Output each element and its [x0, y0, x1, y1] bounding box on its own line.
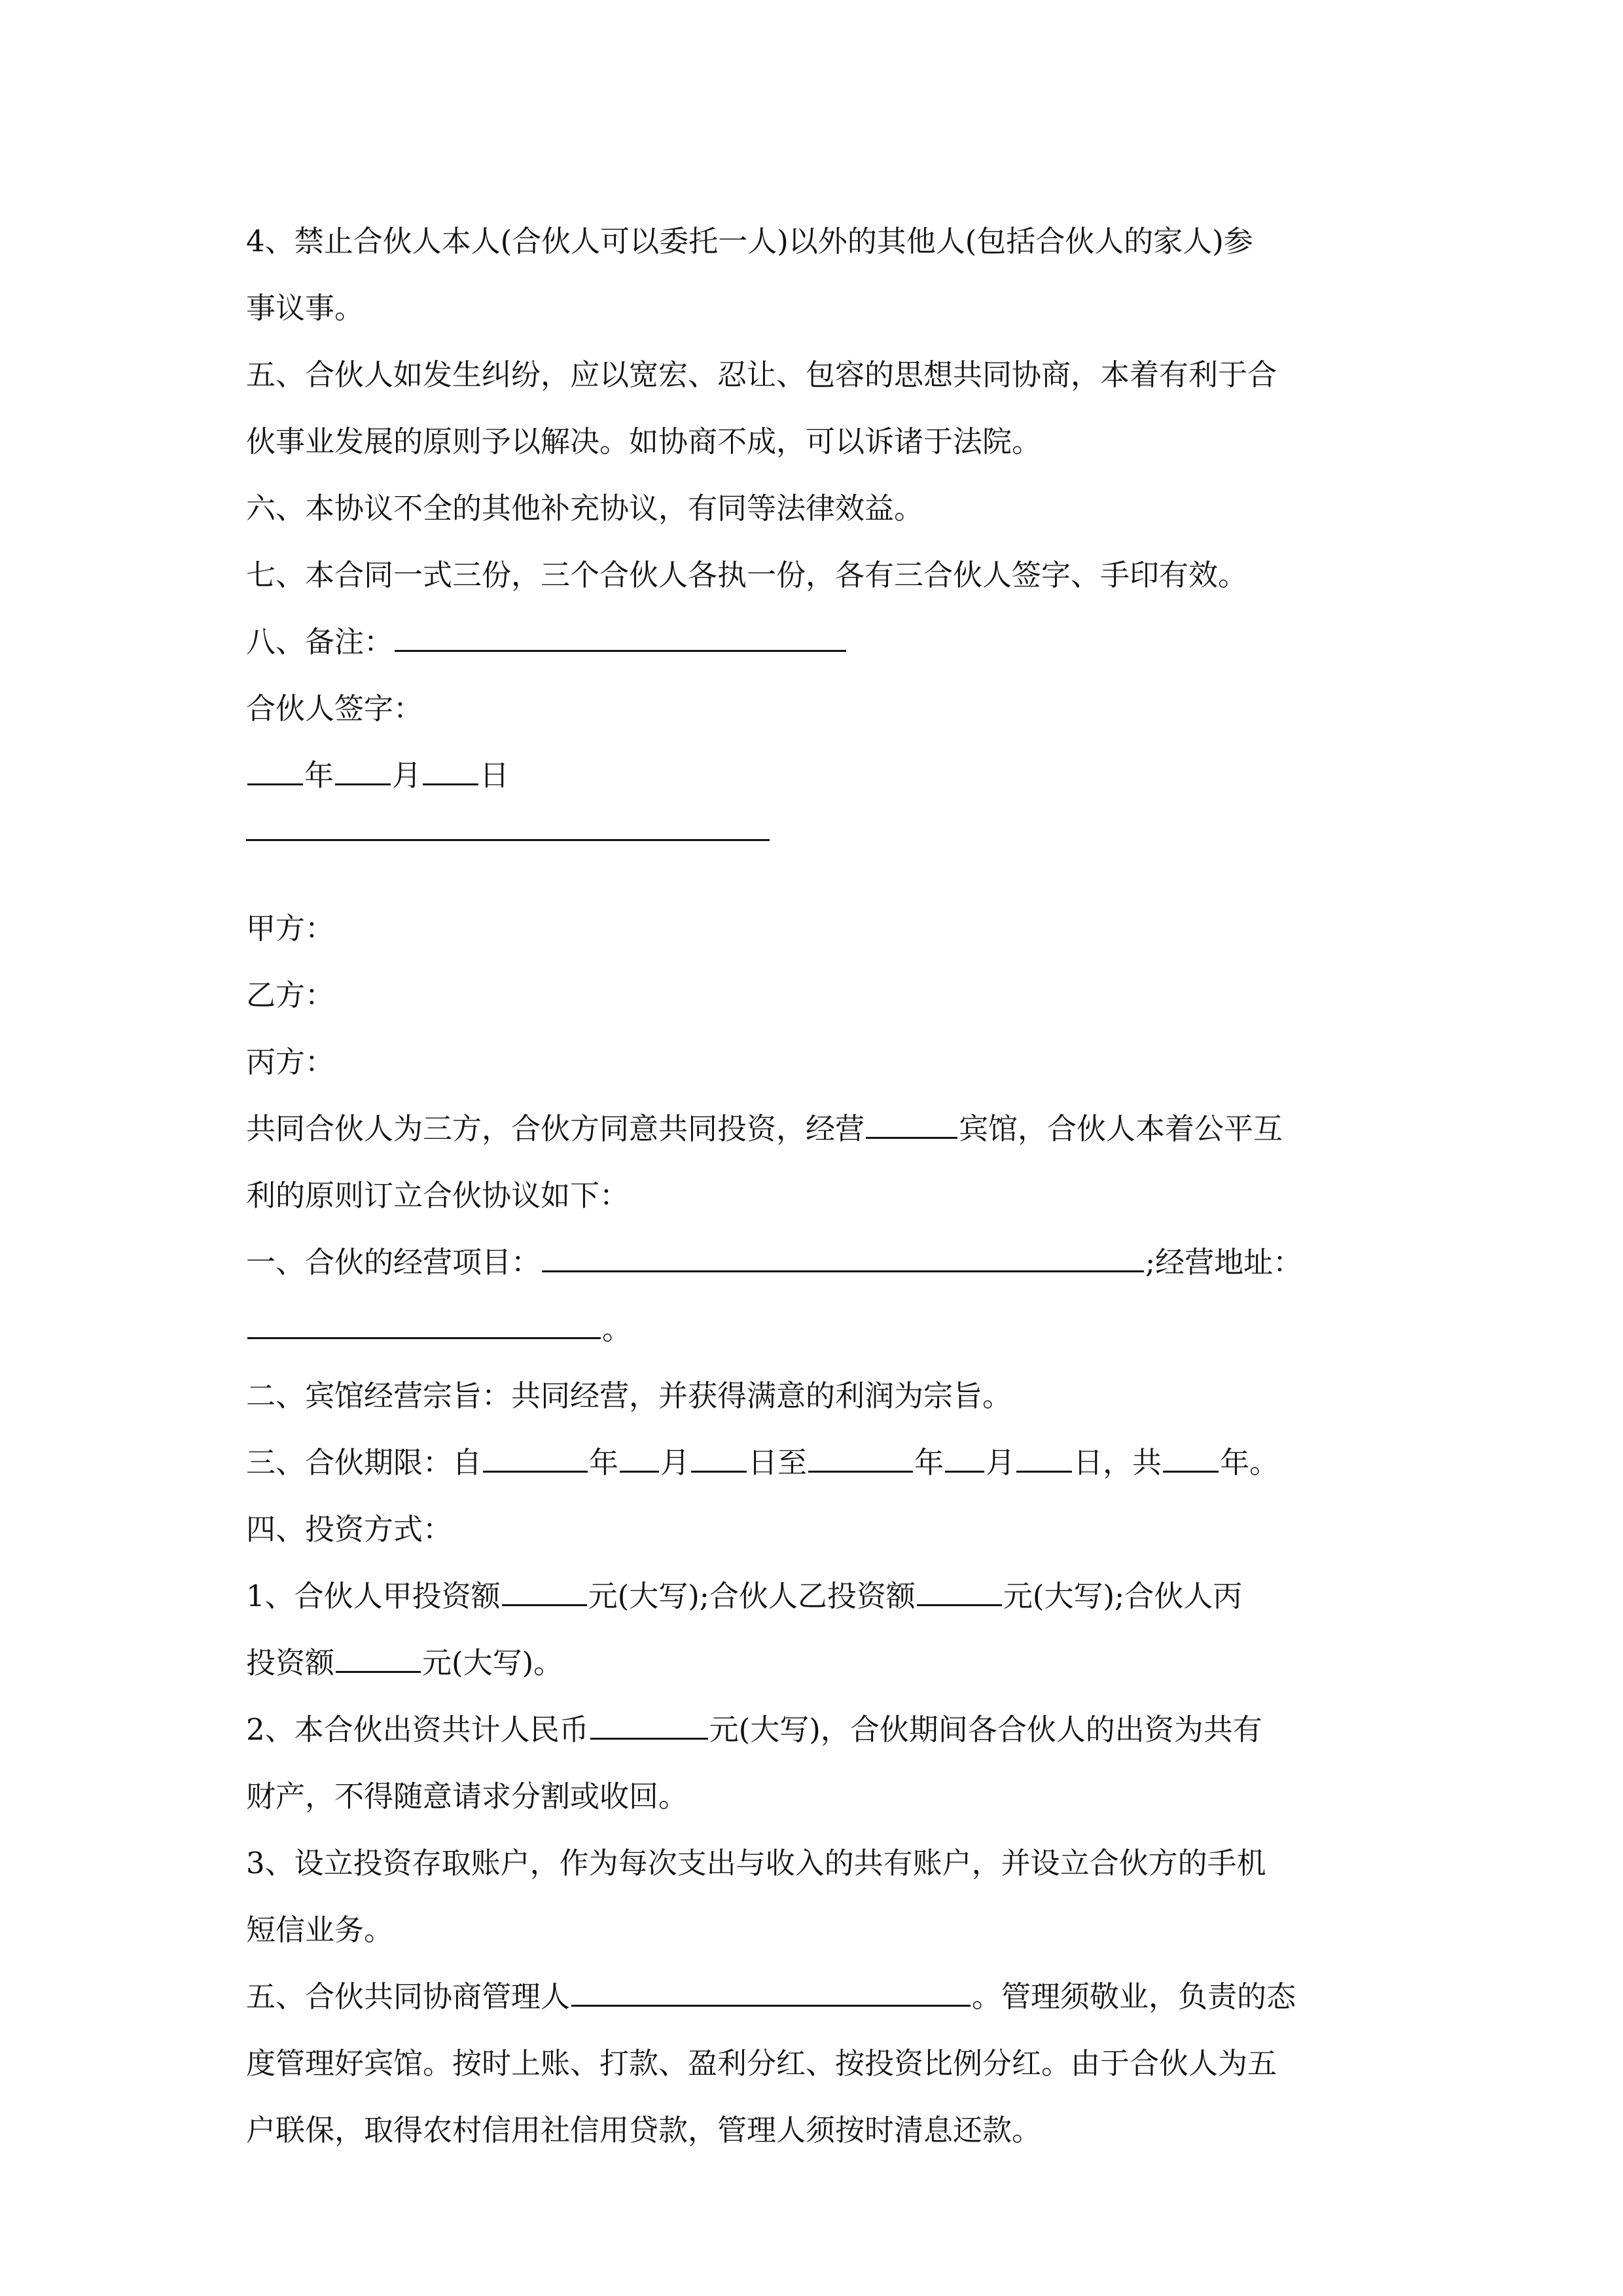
text-line: 4、禁止合伙人本人(合伙人可以委托一人)以外的其他人(包括合伙人的家人)参 — [246, 224, 1253, 259]
text-segment: 五、合伙共同协商管理人 — [246, 1979, 571, 2014]
party-a-label: 甲方： — [246, 911, 335, 946]
signature-label: 合伙人签字： — [246, 691, 423, 726]
business-address-label: ;经营地址： — [1145, 1245, 1303, 1280]
term-start-year-blank[interactable] — [483, 1444, 588, 1473]
year-blank[interactable] — [247, 757, 303, 785]
address-line — [246, 1296, 1418, 1363]
text-segment: 2、本合伙出资共计人民币 — [246, 1712, 589, 1747]
text-line: 伙事业发展的原则予以解决。如协商不成，可以诉诸于法院。 — [246, 424, 1042, 459]
term-day-label: 日至 — [748, 1445, 808, 1480]
text-segment: 投资额 — [246, 1645, 335, 1680]
party-c-label: 丙方： — [246, 1045, 335, 1079]
business-address-blank[interactable] — [247, 1311, 601, 1339]
text-segment: 共同合伙人为三方，合伙方同意共同投资，经营 — [246, 1111, 865, 1146]
party-b-label: 乙方： — [246, 978, 335, 1013]
text-segment: 宾馆，合伙人本着公平互 — [959, 1111, 1283, 1146]
text-line: 七、本合同一式三份，三个合伙人各执一份，各有三合伙人签字、手印有效。 — [246, 558, 1248, 592]
term-year-label: 年 — [589, 1445, 619, 1480]
text-line: 利的原则订立合伙协议如下： — [246, 1178, 630, 1213]
business-line — [246, 1229, 1418, 1296]
term-end-year-blank[interactable] — [808, 1444, 913, 1473]
text-segment: 元(大写);合伙人丙 — [1003, 1579, 1243, 1613]
term-years-blank[interactable] — [1163, 1444, 1219, 1473]
term-end-day-blank[interactable] — [1016, 1444, 1072, 1473]
text-segment: 。管理须敬业，负责的态 — [972, 1979, 1296, 2014]
total-amount-blank[interactable] — [590, 1712, 708, 1740]
text-line: 户联保，取得农村信用社信用贷款，管理人须按时清息还款。 — [246, 2113, 1042, 2147]
text-line: 五、合伙人如发生纠纷，应以宽宏、忍让、包容的思想共同协商，本着有利于合 — [246, 357, 1277, 392]
term-line — [246, 1429, 1418, 1496]
separator — [246, 809, 1418, 876]
manager-name-blank[interactable] — [571, 1979, 971, 2007]
document-page — [246, 208, 1418, 2164]
day-blank[interactable] — [423, 757, 478, 785]
total-investment-line — [246, 1696, 1418, 1763]
text-segment: 元(大写);合伙人乙投资额 — [588, 1579, 916, 1613]
term-year-label: 年 — [914, 1445, 944, 1480]
section4-title: 四、投资方式： — [246, 1512, 453, 1547]
text-segment: 元(大写)，合伙期间各合伙人的出资为共有 — [709, 1712, 1262, 1747]
text-segment: 1、合伙人甲投资额 — [246, 1579, 501, 1613]
text-line: 事议事。 — [246, 291, 365, 325]
text-line: 六、本协议不全的其他补充协议，有同等法律效益。 — [246, 491, 924, 526]
year-label: 年 — [304, 758, 334, 793]
business-project-blank[interactable] — [542, 1244, 1144, 1272]
investment-line — [246, 1630, 1418, 1696]
term-start-day-blank[interactable] — [691, 1444, 747, 1473]
text-segment: 。 — [602, 1312, 632, 1346]
hotel-name-blank[interactable] — [866, 1111, 957, 1139]
term-start-month-blank[interactable] — [620, 1444, 659, 1473]
month-label: 月 — [392, 758, 422, 793]
term-label: 三、合伙期限：自 — [246, 1445, 482, 1480]
text-line: 短信业务。 — [246, 1912, 394, 1947]
text-line: 二、宾馆经营宗旨：共同经营，并获得满意的利润为宗旨。 — [246, 1378, 1012, 1413]
text-line — [246, 1096, 1418, 1162]
partner-c-amount-blank[interactable] — [336, 1645, 421, 1673]
month-blank[interactable] — [335, 757, 391, 785]
text-segment: 元(大写)。 — [422, 1645, 563, 1680]
term-end-month-blank[interactable] — [945, 1444, 984, 1473]
date-line — [246, 742, 1418, 809]
investment-line — [246, 1563, 1418, 1630]
partner-b-amount-blank[interactable] — [917, 1578, 1002, 1606]
term-years-label: 年。 — [1220, 1445, 1279, 1480]
term-month-label: 月 — [660, 1445, 690, 1480]
remarks-label: 八、备注： — [246, 624, 394, 659]
remarks-blank[interactable] — [395, 624, 846, 652]
remarks-line — [246, 609, 1418, 675]
term-day-label: 日，共 — [1073, 1445, 1162, 1480]
manager-line — [246, 1964, 1418, 2030]
separator-rule — [246, 839, 770, 841]
business-project-label: 一、合伙的经营项目： — [246, 1245, 541, 1280]
partner-a-amount-blank[interactable] — [502, 1578, 587, 1606]
day-label: 日 — [480, 758, 510, 793]
term-month-label: 月 — [986, 1445, 1016, 1480]
text-line: 财产，不得随意请求分割或收回。 — [246, 1779, 688, 1814]
text-line: 度管理好宾馆。按时上账、打款、盈利分红、按投资比例分红。由于合伙人为五 — [246, 2046, 1277, 2081]
text-line: 3、设立投资存取账户，作为每次支出与收入的共有账户，并设立合伙方的手机 — [246, 1846, 1266, 1880]
